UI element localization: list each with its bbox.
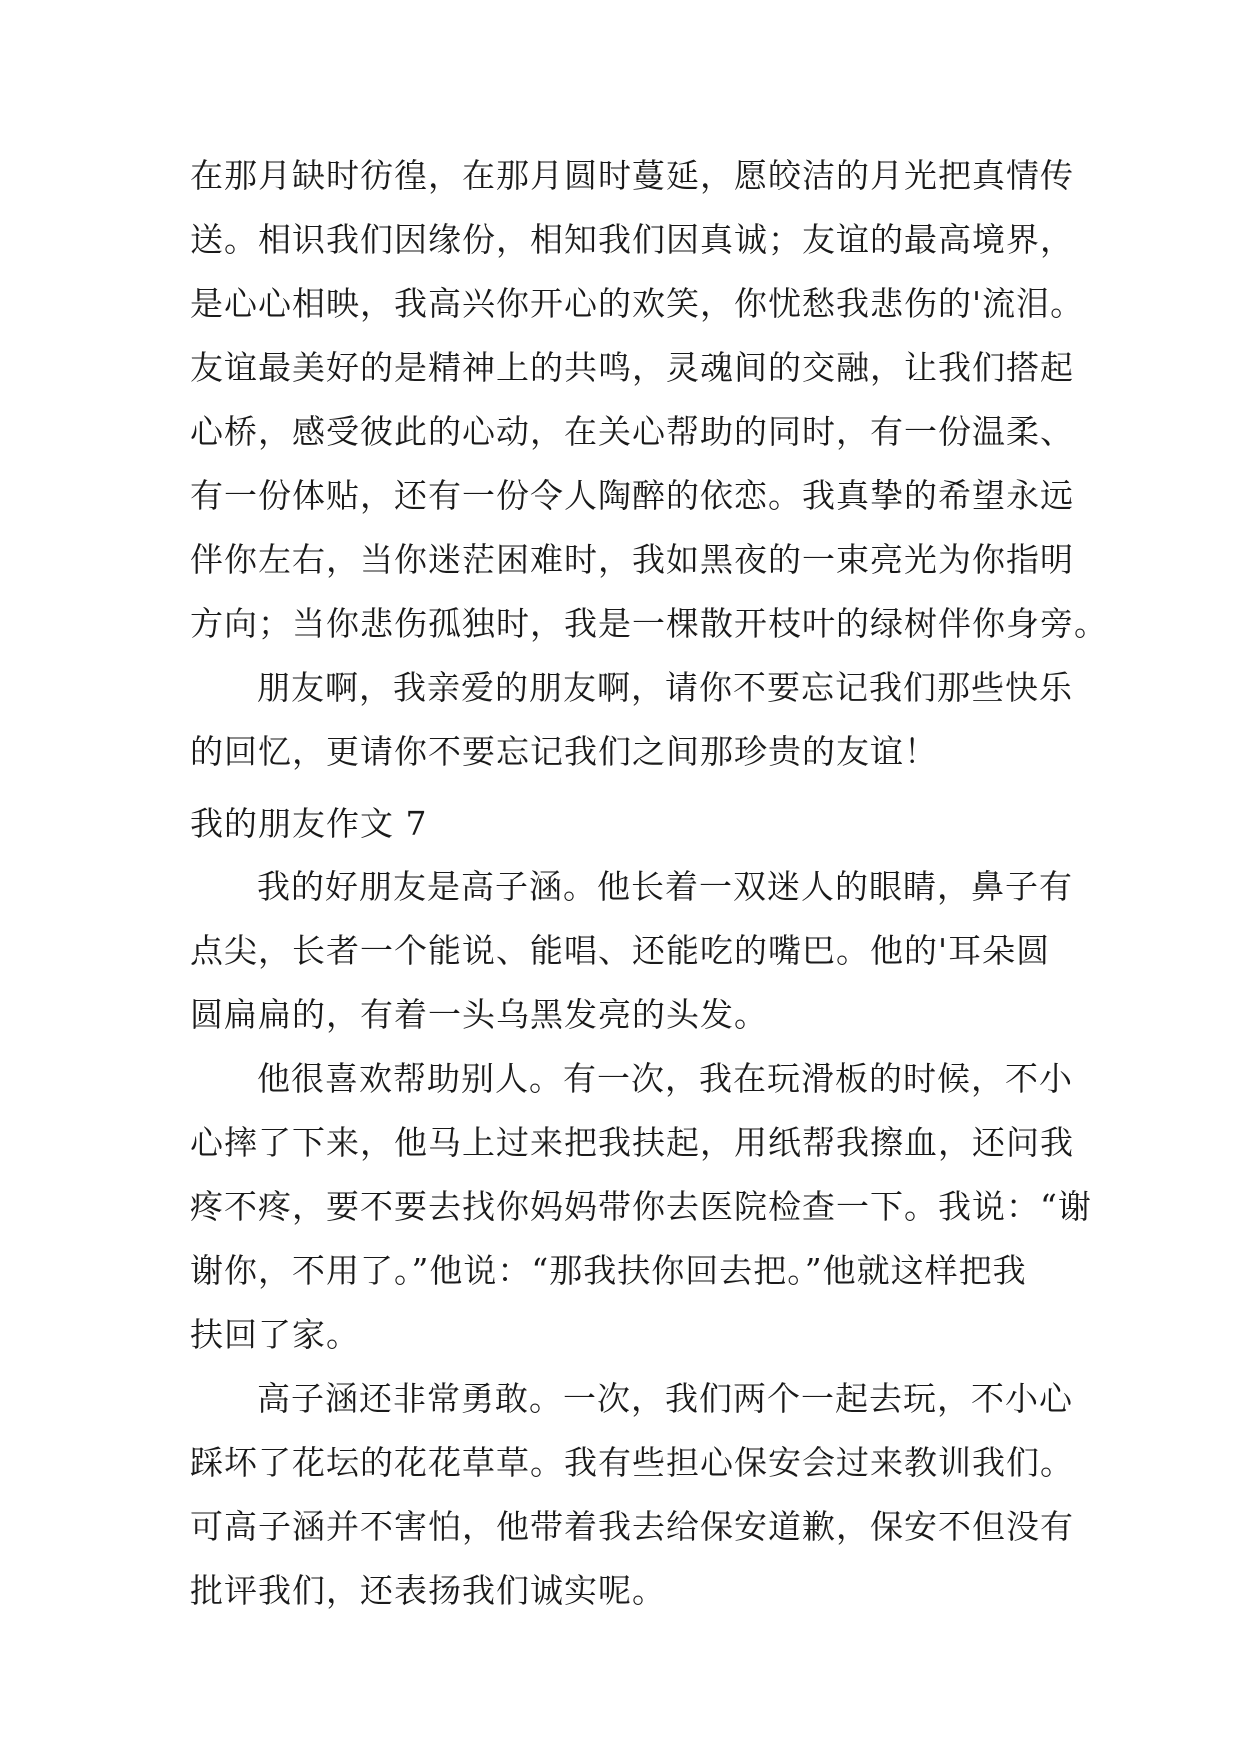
text-line: 扶回了家。 bbox=[190, 1315, 360, 1354]
text-line: 他很喜欢帮助别人。有一次，我在玩滑板的时候，不小 bbox=[257, 1059, 1073, 1098]
text-line: 我的好朋友是高子涵。他长着一双迷人的眼睛，鼻子有 bbox=[257, 867, 1073, 906]
text-line: 批评我们，还表扬我们诚实呢。 bbox=[190, 1571, 666, 1610]
text-line: 方向；当你悲伤孤独时，我是一棵散开枝叶的绿树伴你身旁。 bbox=[190, 604, 1108, 643]
section-title: 我的朋友作文 7 bbox=[190, 804, 428, 843]
text-line: 送。相识我们因缘份，相知我们因真诚；友谊的最高境界， bbox=[190, 220, 1074, 259]
section1-body bbox=[190, 144, 1108, 784]
text-line: 是心心相映，我高兴你开心的欢笑，你忧愁我悲伤的'流泪。 bbox=[190, 284, 1085, 323]
text-line: 可高子涵并不害怕，他带着我去给保安道歉，保安不但没有 bbox=[190, 1507, 1074, 1546]
text-line: 心摔了下来，他马上过来把我扶起，用纸帮我擦血，还问我 bbox=[190, 1123, 1074, 1162]
text-line: 心桥，感受彼此的心动，在关心帮助的同时，有一份温柔、 bbox=[190, 412, 1074, 451]
text-line: 点尖，长者一个能说、能唱、还能吃的嘴巴。他的'耳朵圆 bbox=[190, 931, 1051, 970]
section2-body bbox=[190, 793, 1092, 1623]
text-line: 有一份体贴，还有一份令人陶醉的依恋。我真挚的希望永远 bbox=[190, 476, 1074, 515]
text-line: 高子涵还非常勇敢。一次，我们两个一起去玩，不小心 bbox=[257, 1379, 1073, 1418]
text-line: 谢你，不用了。”他说：“那我扶你回去把。”他就这样把我 bbox=[190, 1251, 1027, 1290]
text-line: 伴你左右，当你迷茫困难时，我如黑夜的一束亮光为你指明 bbox=[190, 540, 1074, 579]
text-line: 圆扁扁的，有着一头乌黑发亮的头发。 bbox=[190, 995, 768, 1034]
text-line: 的回忆，更请你不要忘记我们之间那珍贵的友谊！ bbox=[190, 732, 938, 771]
text-line: 疼不疼，要不要去找你妈妈带你去医院检查一下。我说：“谢 bbox=[190, 1187, 1092, 1226]
text-line: 朋友啊，我亲爱的朋友啊，请你不要忘记我们那些快乐 bbox=[257, 668, 1073, 707]
text-line: 在那月缺时彷徨，在那月圆时蔓延，愿皎洁的月光把真情传 bbox=[190, 156, 1074, 195]
text-line: 友谊最美好的是精神上的共鸣，灵魂间的交融，让我们搭起 bbox=[190, 348, 1074, 387]
text-line: 踩坏了花坛的花花草草。我有些担心保安会过来教训我们。 bbox=[190, 1443, 1074, 1482]
